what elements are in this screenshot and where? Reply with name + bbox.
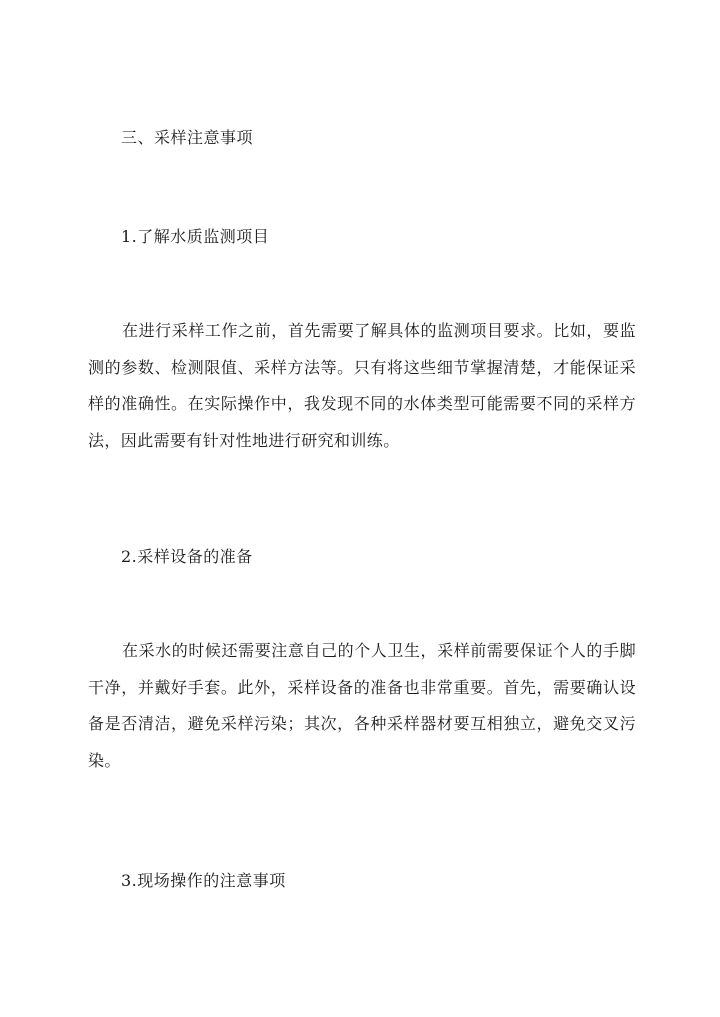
paragraph-2: 在采水的时候还需要注意自己的个人卫生，采样前需要保证个人的手脚干净，并戴好手套。此外，采样设备的准备也非常重要。首先，需要确认设备是否清洁，避免采样污染；其次，各种采样器材要互相独立，避免交叉污染。 — [88, 641, 636, 770]
subsection-heading-3: 3.现场操作的注意事项 — [121, 871, 286, 890]
subsection-heading-1: 1.了解水质监测项目 — [121, 227, 270, 246]
section-title: 三、采样注意事项 — [121, 128, 254, 147]
subsection-heading-2: 2.采样设备的准备 — [121, 547, 253, 566]
paragraph-1: 在进行采样工作之前，首先需要了解具体的监测项目要求。比如，要监测的参数、检测限值、采样方法等。只有将这些细节掌握清楚，才能保证采样的准确性。在实际操作中，我发现不同的水体类型可能需要不同的采样方法，因此需要有针对性地进行研究和训练。 — [88, 321, 636, 450]
